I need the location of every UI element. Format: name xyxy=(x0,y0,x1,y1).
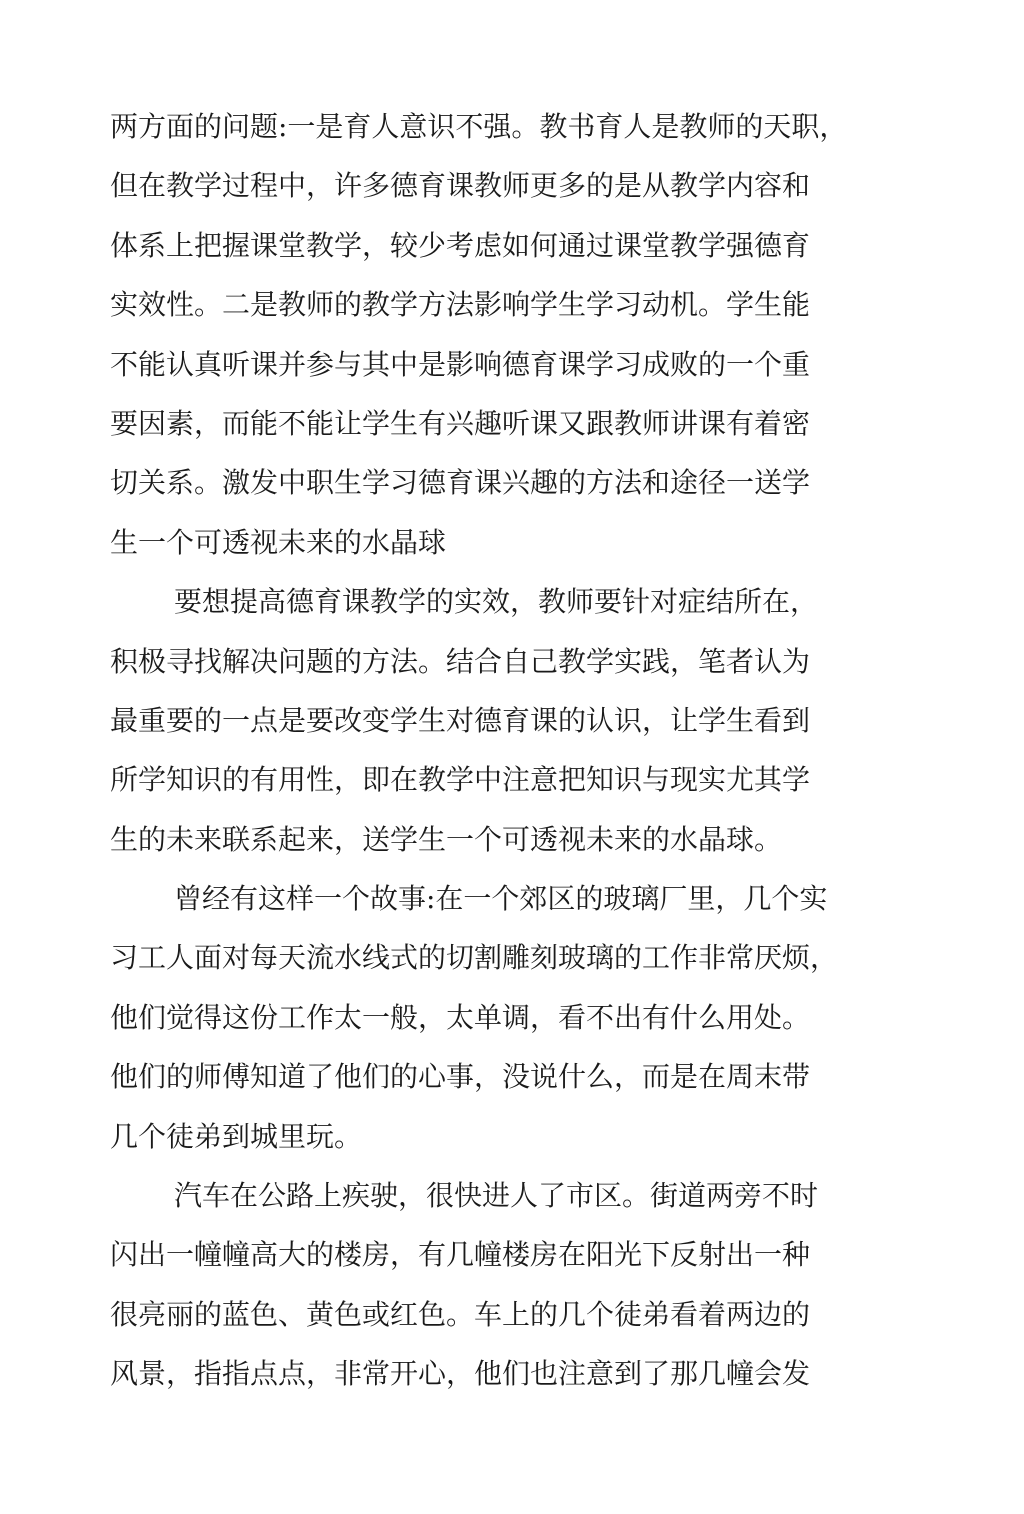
text-line: 生一个可透视未来的水晶球 xyxy=(110,525,447,559)
text-line: 但在教学过程中，许多德育课教师更多的是从教学内容和 xyxy=(110,169,811,203)
text-line: 切关系。激发中职生学习德育课兴趣的方法和途径一送学 xyxy=(110,466,811,500)
text-line: 实效性。二是教师的教学方法影响学生学习动机。学生能 xyxy=(110,288,811,322)
text-line: 闪出一幢幢高大的楼房，有几幢楼房在阳光下反射出一种 xyxy=(110,1238,811,1272)
text-line: 风景，指指点点，非常开心，他们也注意到了那几幢会发 xyxy=(110,1357,811,1391)
paragraph-first-line: 曾经有这样一个故事:在一个郊区的玻璃厂里，几个实 xyxy=(174,882,828,916)
text-line: 不能认真听课并参与其中是影响德育课学习成败的一个重 xyxy=(110,347,811,381)
text-line: 很亮丽的蓝色、黄色或红色。车上的几个徒弟看着两边的 xyxy=(110,1297,811,1331)
text-line: 几个徒弟到城里玩。 xyxy=(110,1119,363,1153)
text-line: 生的未来联系起来，送学生一个可透视未来的水晶球。 xyxy=(110,822,783,856)
text-line: 积极寻找解决问题的方法。结合自己教学实践，笔者认为 xyxy=(110,644,811,678)
paragraph-first-line: 汽车在公路上疾驶，很快进人了市区。街道两旁不时 xyxy=(174,1179,819,1213)
body-text xyxy=(110,97,900,1404)
text-line: 所学知识的有用性，即在教学中注意把知识与现实尤其学 xyxy=(110,763,811,797)
paragraph-first-line: 要想提高德育课教学的实效，教师要针对症结所在， xyxy=(174,585,819,619)
text-line: 要因素，而能不能让学生有兴趣听课又跟教师讲课有着密 xyxy=(110,406,811,440)
text-line: 他们觉得这份工作太一般，太单调，看不出有什么用处。 xyxy=(110,1000,811,1034)
text-line: 他们的师傅知道了他们的心事，没说什么，而是在周末带 xyxy=(110,1060,811,1094)
text-line: 体系上把握课堂教学，较少考虑如何通过课堂教学强德育 xyxy=(110,228,811,262)
text-line: 最重要的一点是要改变学生对德育课的认识，让学生看到 xyxy=(110,703,811,737)
text-line: 习工人面对每天流水线式的切割雕刻玻璃的工作非常厌烦， xyxy=(110,941,839,975)
text-line: 两方面的问题:一是育人意识不强。教书育人是教师的天职， xyxy=(110,110,848,143)
